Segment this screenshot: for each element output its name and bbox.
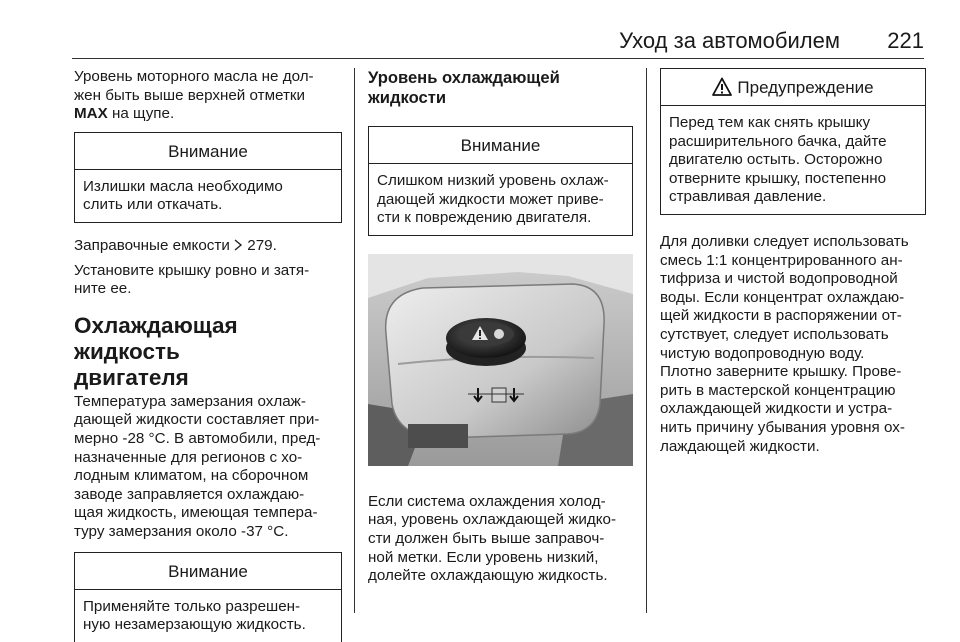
column-1	[74, 68, 342, 642]
capacities-link[interactable]: 279.	[247, 236, 277, 254]
column-divider-2	[646, 68, 647, 613]
notice-title: Внимание	[369, 127, 632, 164]
cap-paragraph: Установите крышку ровно и затя- ните ее.	[74, 261, 310, 298]
column-2	[368, 68, 633, 592]
warning-box-pressure	[660, 68, 926, 215]
topping-up-paragraph: Для доливки следует использовать смесь 1:1 концентрированного ан- тифриза и чистой водопроводной воды. Если концентрат охлаждаю- щей жидкости в распоряжении от- сутствует, следует использовать чистую водопроводную воду. Плотно заверните крышку. Прове- рить в мастерской концентрацию охлаждающей жидкости и устра- нить причину убывания уровня ох- лаждающей жидкости.	[660, 232, 909, 455]
column-3	[660, 68, 926, 462]
freezing-point-paragraph: Температура замерзания охлаж- дающей жидкости составляет при- мерно -28 °C. В автомобили, пред- назначенные для регионов с хо- лодным климатом, на сборочном заводе заправляется охлаждаю- щая жидкость, имеющая темпера- туру замерзания около -37 °C.	[74, 392, 321, 540]
page-reference-arrow-icon	[234, 239, 243, 251]
subsection-heading-coolant-level: Уровень охлаждающей жидкости	[368, 68, 560, 107]
page-header	[72, 28, 924, 58]
section-heading-coolant: Охлаждающая жидкость двигателя	[74, 312, 238, 390]
oil-level-paragraph: Уровень моторного масла не дол- жен быть выше верхней отметки MAX на щупе.	[74, 68, 314, 123]
column-divider-1	[354, 68, 355, 613]
notice-body: Применяйте только разрешен- ную незамерзающую жидкость.	[83, 597, 306, 634]
header-title: Уход за автомобилем	[619, 28, 840, 53]
cold-system-paragraph: Если система охлаждения холод- ная, уровень охлаждающей жидко- сти должен быть выше заправоч- ной метки. Если уровень низкий, долейте охлаждающую жидкость.	[368, 492, 617, 585]
notice-title: Внимание	[75, 133, 341, 170]
max-mark: MAX	[74, 105, 108, 123]
warning-title: Предупреждение	[737, 77, 874, 97]
warning-body: Перед тем как снять крышку расширительного бачка, дайте двигателю остыть. Осторожно отверните крышку, постепенно стравливая давление.	[669, 114, 887, 206]
coolant-reservoir-photo	[368, 254, 633, 466]
notice-body: Слишком низкий уровень охлаж- дающей жидкости может приве- сти к повреждению двигателя.	[377, 172, 609, 227]
notice-box-low-level	[368, 126, 633, 236]
capacities-reference: Заправочные емкости 279.	[74, 236, 277, 254]
header-rule	[72, 58, 924, 59]
warning-triangle-icon	[712, 77, 732, 97]
page-number: 221	[887, 28, 924, 53]
notice-box-oil	[74, 132, 342, 223]
notice-body: Излишки масла необходимо слить или откачать.	[83, 177, 283, 214]
notice-box-antifreeze	[74, 552, 342, 642]
notice-title: Внимание	[75, 553, 341, 590]
warning-title-row	[661, 69, 925, 106]
